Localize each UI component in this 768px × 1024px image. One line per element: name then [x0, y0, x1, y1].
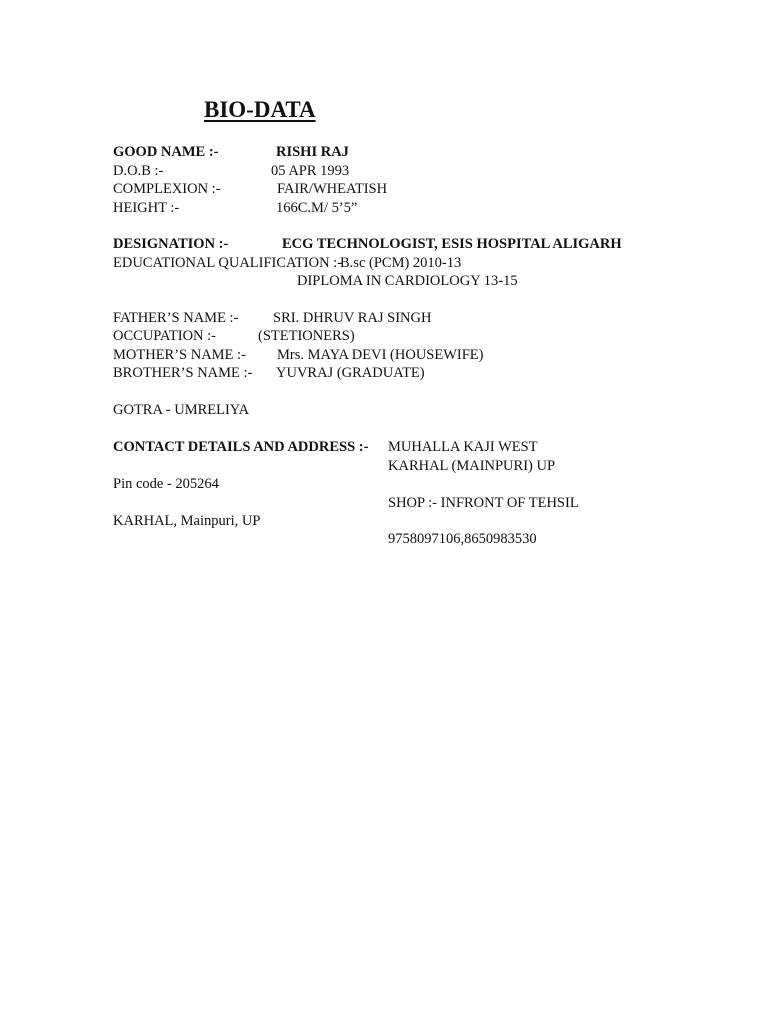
good-name-label: GOOD NAME :- [113, 144, 219, 160]
document-title: BIO-DATA [204, 97, 316, 122]
brother-value: YUVRAJ (GRADUATE) [276, 365, 425, 381]
shop-line: SHOP :- INFRONT OF TEHSIL [388, 495, 579, 511]
height-value: 166C.M/ 5’5” [276, 200, 358, 216]
occupation-label: OCCUPATION :- [113, 328, 216, 344]
education-value-2: DIPLOMA IN CARDIOLOGY 13-15 [297, 273, 518, 289]
height-label: HEIGHT :- [113, 200, 180, 216]
address-line-1: MUHALLA KAJI WEST [388, 439, 538, 455]
shop-location-line: KARHAL, Mainpuri, UP [113, 513, 261, 529]
phone-numbers: 9758097106,8650983530 [388, 531, 537, 547]
good-name-value: RISHI RAJ [276, 144, 349, 160]
mother-value: Mrs. MAYA DEVI (HOUSEWIFE) [277, 347, 484, 363]
education-value-1: B.sc (PCM) 2010-13 [340, 255, 462, 271]
dob-value: 05 APR 1993 [271, 163, 350, 179]
complexion-value: FAIR/WHEATISH [277, 181, 388, 197]
gotra-line: GOTRA - UMRELIYA [113, 402, 250, 418]
designation-label: DESIGNATION :- [113, 236, 229, 252]
father-value: SRI. DHRUV RAJ SINGH [273, 310, 432, 326]
mother-label: MOTHER’S NAME :- [113, 347, 246, 363]
pincode-line: Pin code - 205264 [113, 476, 219, 492]
education-label: EDUCATIONAL QUALIFICATION :- [113, 255, 343, 271]
father-label: FATHER’S NAME :- [113, 310, 239, 326]
occupation-value: (STETIONERS) [258, 328, 355, 344]
contact-label: CONTACT DETAILS AND ADDRESS :- [113, 439, 369, 455]
designation-value: ECG TECHNOLOGIST, ESIS HOSPITAL ALIGARH [282, 236, 622, 252]
brother-label: BROTHER’S NAME :- [113, 365, 253, 381]
address-line-2: KARHAL (MAINPURI) UP [388, 458, 556, 474]
complexion-label: COMPLEXION :- [113, 181, 221, 197]
dob-label: D.O.B :- [113, 163, 164, 179]
